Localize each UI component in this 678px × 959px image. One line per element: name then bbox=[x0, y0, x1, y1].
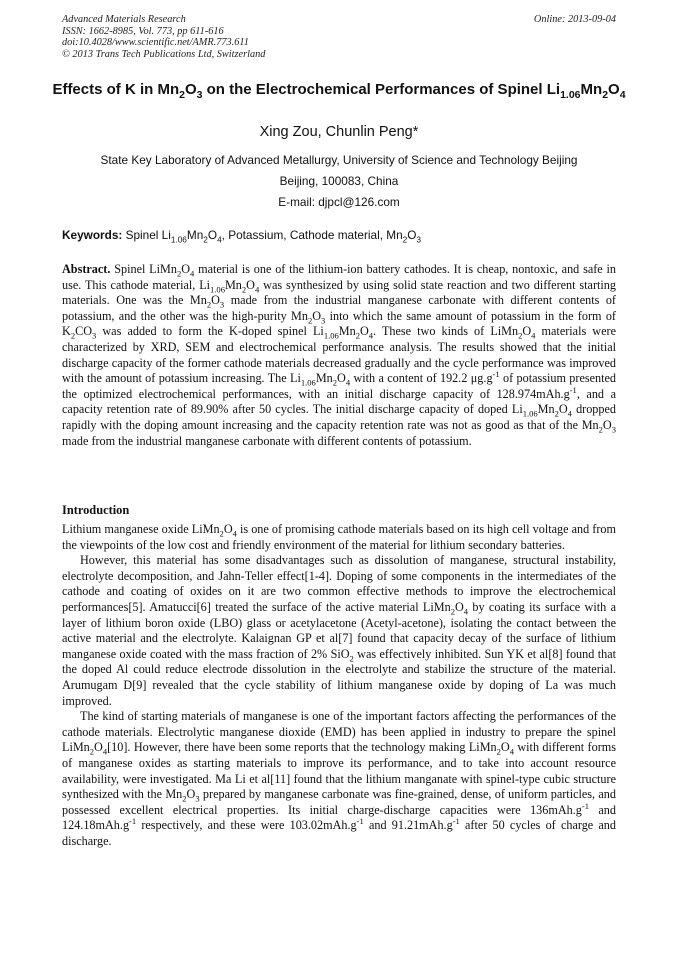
intro-paragraph-2: However, this material has some disadvantages such as dissolution of manganese, structural instability, electrolyte decomposition, and Jahn-Teller effect[1-4]. Doping of some components in the intermediates of the cathode and coating of oxides on it are two common effective methods to improve the electrochemical performances[5]. Amatucci[6] treated the surface of the active material $LiMn_2O_4$ by coating its surface with a layer of lithium boron oxide (LBO) glass or acetylacetone (Acetyl-acetone), isolating the contact between the active material and the electrolyte. Kalaignan GP et al[7] found that capacity decay of the surface of lithium manganese oxide coated with the mass fraction of 2% SiO$_2$ was effectively inhibited. Sun YK et al[8] found that the doped Al could reduce electrode dissolution in the electrolyte and stabilize the structure of the material. Arumugam D[9] revealed that the cycle stability of lithium manganese oxide by doping of La was much improved. bbox=[62, 553, 616, 708]
online-date: Online: 2013-09-04 bbox=[533, 14, 616, 25]
doi-line: doi:10.4028/www.scientific.net/AMR.773.611 bbox=[62, 37, 249, 49]
issn-line: ISSN: 1662-8985, Vol. 773, pp 611-616 bbox=[62, 25, 224, 37]
journal-header bbox=[62, 14, 616, 60]
abstract: Abstract. Spinel $LiMn_2O_4$ material is one of the lithium-ion battery cathodes. It is cheap, nontoxic, and safe in use. This cathode material, $Li_{1.06}Mn_2O_4$ was synthesized by using solid state reaction and two different starting materials. One was the $Mn_2O_3$ made from the industrial manganese carbonate with different contents of potassium, and the other was the high-purity $Mn_2O_3$ into which the same amount of potassium in the form of $K_2CO_3$ was added to form the K-doped spinel $Li_{1.06}Mn_2O_4$. These two kinds of $LiMn_2O_4$ materials were characterized by XRD, SEM and electrochemical performance analysis. The results showed that the initial discharge capacity of the former cathode materials decreased gradually and the cycle performance was improved with the amount of potassium increasing. The $Li_{1.06}Mn_2O_4$ with a content of 192.2 $\mu g.g^{-1}$ of potassium presented the optimized electrochemical performances, with an initial discharge capacity of $128.974mAh.g^{-1}$, and a capacity retention rate of 89.90% after 50 cycles. The initial discharge capacity of doped $Li_{1.06}Mn_2O_4$ dropped rapidly with the doping amount increasing and the capacity retention rate was not as good as that of the $Mn_2O_3$ made from the industrial manganese carbonate with different contents of potassium. bbox=[62, 262, 617, 448]
affiliation-line-2: Beijing, 100083, China bbox=[279, 174, 399, 188]
intro-paragraph-3: The kind of starting materials of manganese is one of the important factors affecting the performances of the cathode materials. Electrolytic manganese dioxide (EMD) has been applied in industry to prepare the spinel $LiMn_2O_4[10]$. However, there have been some reports that the technology making $LiMn_2O_4$ with different forms of manganese oxides as starting materials to improve its performance, and to take into account resource availability, were investigated. Ma Li et al[11] found that the lithium manganate with spinel-type cubic structure synthesized with the $Mn_2O_3$ prepared by manganese carbonate was fine-grained, dense, of uniform particles, and possessed excellent electrical properties. Its initial charge-discharge capacities were $136mAh.g^{-1}$ and $124.18mAh.g^{-1}$ respectively, and these were $103.02mAh.g^{-1}$ and $91.21mAh.g^{-1}$ after 50 cycles of charge and discharge. bbox=[62, 709, 616, 848]
journal-name: Advanced Materials Research bbox=[62, 14, 186, 25]
introduction-heading: Introduction bbox=[62, 503, 130, 517]
authors: Xing Zou, Chunlin Peng* bbox=[259, 124, 419, 140]
keywords-label: Keywords: bbox=[62, 228, 123, 242]
affiliation bbox=[40, 150, 638, 213]
paper-title: Effects of K in $Mn_2O_3$ on the Electrochemical Performances of Spinel $Li_{1.06}Mn_2O_4$ bbox=[52, 81, 626, 101]
keywords: Keywords: Spinel $Li_{1.06}Mn_2O_4$, Potassium, Cathode material, $Mn_2O_3$ bbox=[62, 228, 422, 245]
introduction-body bbox=[62, 522, 616, 849]
email[interactable]: E-mail: djpcl@126.com bbox=[278, 195, 400, 209]
copyright-line: © 2013 Trans Tech Publications Ltd, Switzerland bbox=[62, 48, 266, 60]
intro-paragraph-1: Lithium manganese oxide $LiMn_2O_4$ is one of promising cathode materials based on its high cell voltage and from the viewpoints of the low cost and friendly environment of the material for lithium secondary batteries. bbox=[62, 522, 616, 552]
affiliation-line-1: State Key Laboratory of Advanced Metallurgy, University of Science and Technology Beijing bbox=[100, 153, 578, 167]
abstract-label: Abstract. bbox=[62, 262, 111, 276]
